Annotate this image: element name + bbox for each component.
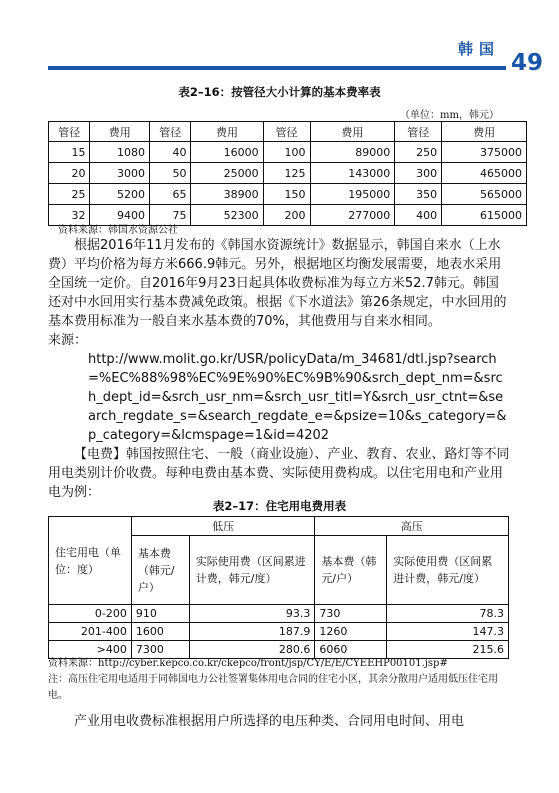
cell: 125 — [263, 163, 310, 184]
cell: 9400 — [90, 205, 150, 226]
cell: 75 — [150, 205, 191, 226]
table-header-row — [49, 122, 527, 142]
paragraph-electricity: 【电费】韩国按照住宅、一般（商业设施）、产业、教育、农业、路灯等不同用电类别计价收费。每种电费由基本费、实际使用费构成。以住宅用电和产业用电为例： — [48, 447, 510, 500]
table-row — [49, 163, 527, 184]
cell: 277000 — [310, 205, 395, 226]
cell: 150 — [263, 184, 310, 205]
cell: 89000 — [310, 142, 395, 163]
cell: 1260 — [315, 623, 387, 641]
col-header: 费用 — [191, 122, 263, 142]
cell: 187.9 — [189, 623, 315, 641]
cell: 375000 — [442, 142, 527, 163]
cell: 15 — [49, 142, 90, 163]
cell: 215.6 — [387, 641, 509, 659]
usage-fee-header: 实际使用费（区间累进计费，韩元/度） — [387, 536, 509, 605]
cell: 280.6 — [189, 641, 315, 659]
col-header: 管径 — [395, 122, 442, 142]
paragraph-industrial: 产业用电收费标准根据用户所选择的电压种类、合同用电时间、用电 — [74, 714, 465, 729]
table2-title: 表2–17：住宅用电费用表 — [212, 499, 347, 513]
table1-unit: （单位：mm，韩元） — [400, 110, 499, 121]
low-voltage-header: 低压 — [131, 517, 315, 536]
cell: 65 — [150, 184, 191, 205]
cell: 910 — [131, 605, 189, 623]
residential-electricity-table — [48, 516, 509, 659]
table-row — [49, 184, 527, 205]
cell: 400 — [395, 205, 442, 226]
col-header: 管径 — [263, 122, 310, 142]
header-rule — [48, 66, 506, 70]
cell: 32 — [49, 205, 90, 226]
source-label: 来源： — [48, 333, 88, 348]
col-header: 管径 — [150, 122, 191, 142]
cell: 615000 — [442, 205, 527, 226]
table1-source: 资料来源：韩国水资源公社 — [58, 225, 178, 236]
high-voltage-header: 高压 — [315, 517, 509, 536]
cell: 147.3 — [387, 623, 509, 641]
cell: 5200 — [90, 184, 150, 205]
cell: 200 — [263, 205, 310, 226]
base-rate-table — [48, 121, 527, 226]
cell: 730 — [315, 605, 387, 623]
cell: 0-200 — [49, 605, 132, 623]
cell: 1080 — [90, 142, 150, 163]
base-fee-header: 基本费（韩元/户） — [315, 536, 387, 605]
cell: 1600 — [131, 623, 189, 641]
col-header: 费用 — [310, 122, 395, 142]
table-row — [49, 605, 509, 623]
cell: 3000 — [90, 163, 150, 184]
cell: 6060 — [315, 641, 387, 659]
table2-note: 注：高压住宅用电适用于同韩国电力公社签署集体用电合同的住宅小区，其余分散用户适用低压住宅用电。 — [48, 674, 498, 701]
base-fee-header: 基本费（韩元/户） — [131, 536, 189, 605]
paragraph-water-price: 根据2016年11月发布的《韩国水资源统计》数据显示，韩国自来水（上水费）平均价格为每方米666.9韩元。另外，根据地区均衡发展需要，地表水采用全国统一定价。自2016年9月23日起具体收费标准为每立方米52.7韩元。韩国还对中水回用实行基本费减免政策。根据《下水道法》第26条规定，中水回用的基本费用标准为一般自来水基本费的70%，其他费用与自来水相同。 — [48, 238, 507, 329]
source-url: http://www.molit.go.kr/USR/policyData/m_34681/dtl.jsp?search=%EC%88%98%EC%9E%90%EC%9B%90&srch_dept_nm=&srch_dept_id=&srch_usr_nm=&srch_usr_titl=Y&srch_usr_ctnt=&search_regdate_s=&search_regdate_e=&psize=10&s_category=&p_category=&lcmspage=1&id=4202 — [88, 352, 507, 443]
cell: 143000 — [310, 163, 395, 184]
cell: 250 — [395, 142, 442, 163]
cell: >400 — [49, 641, 132, 659]
cell: 25000 — [191, 163, 263, 184]
page-number: 49 — [511, 50, 544, 76]
cell: 50 — [150, 163, 191, 184]
table2-source: 资料来源：http://cyber.kepco.co.kr/ckepco/front/jsp/CY/E/E/CYEEHP00101.jsp# — [48, 658, 448, 669]
cell: 25 — [49, 184, 90, 205]
cell: 78.3 — [387, 605, 509, 623]
cell: 201-400 — [49, 623, 132, 641]
cell: 100 — [263, 142, 310, 163]
cell: 38900 — [191, 184, 263, 205]
cell: 195000 — [310, 184, 395, 205]
cell: 465000 — [442, 163, 527, 184]
cell: 300 — [395, 163, 442, 184]
footer-text — [48, 712, 510, 731]
cell: 40 — [150, 142, 191, 163]
cell: 16000 — [191, 142, 263, 163]
col-header: 费用 — [90, 122, 150, 142]
cell: 20 — [49, 163, 90, 184]
cell: 350 — [395, 184, 442, 205]
col-header: 管径 — [49, 122, 90, 142]
table1-title: 表2–16：按管径大小计算的基本费率表 — [178, 85, 381, 99]
cell: 7300 — [131, 641, 189, 659]
col-header: 费用 — [442, 122, 527, 142]
cell: 565000 — [442, 184, 527, 205]
table-row — [49, 142, 527, 163]
body-text — [48, 236, 510, 502]
cell: 93.3 — [189, 605, 315, 623]
table-row — [49, 623, 509, 641]
table-header-row — [49, 517, 509, 536]
row-header: 住宅用电（单位：度） — [49, 517, 132, 605]
cell: 52300 — [191, 205, 263, 226]
usage-fee-header: 实际使用费（区间累进计费，韩元/度） — [189, 536, 315, 605]
header-country: 韩国 — [458, 40, 501, 58]
